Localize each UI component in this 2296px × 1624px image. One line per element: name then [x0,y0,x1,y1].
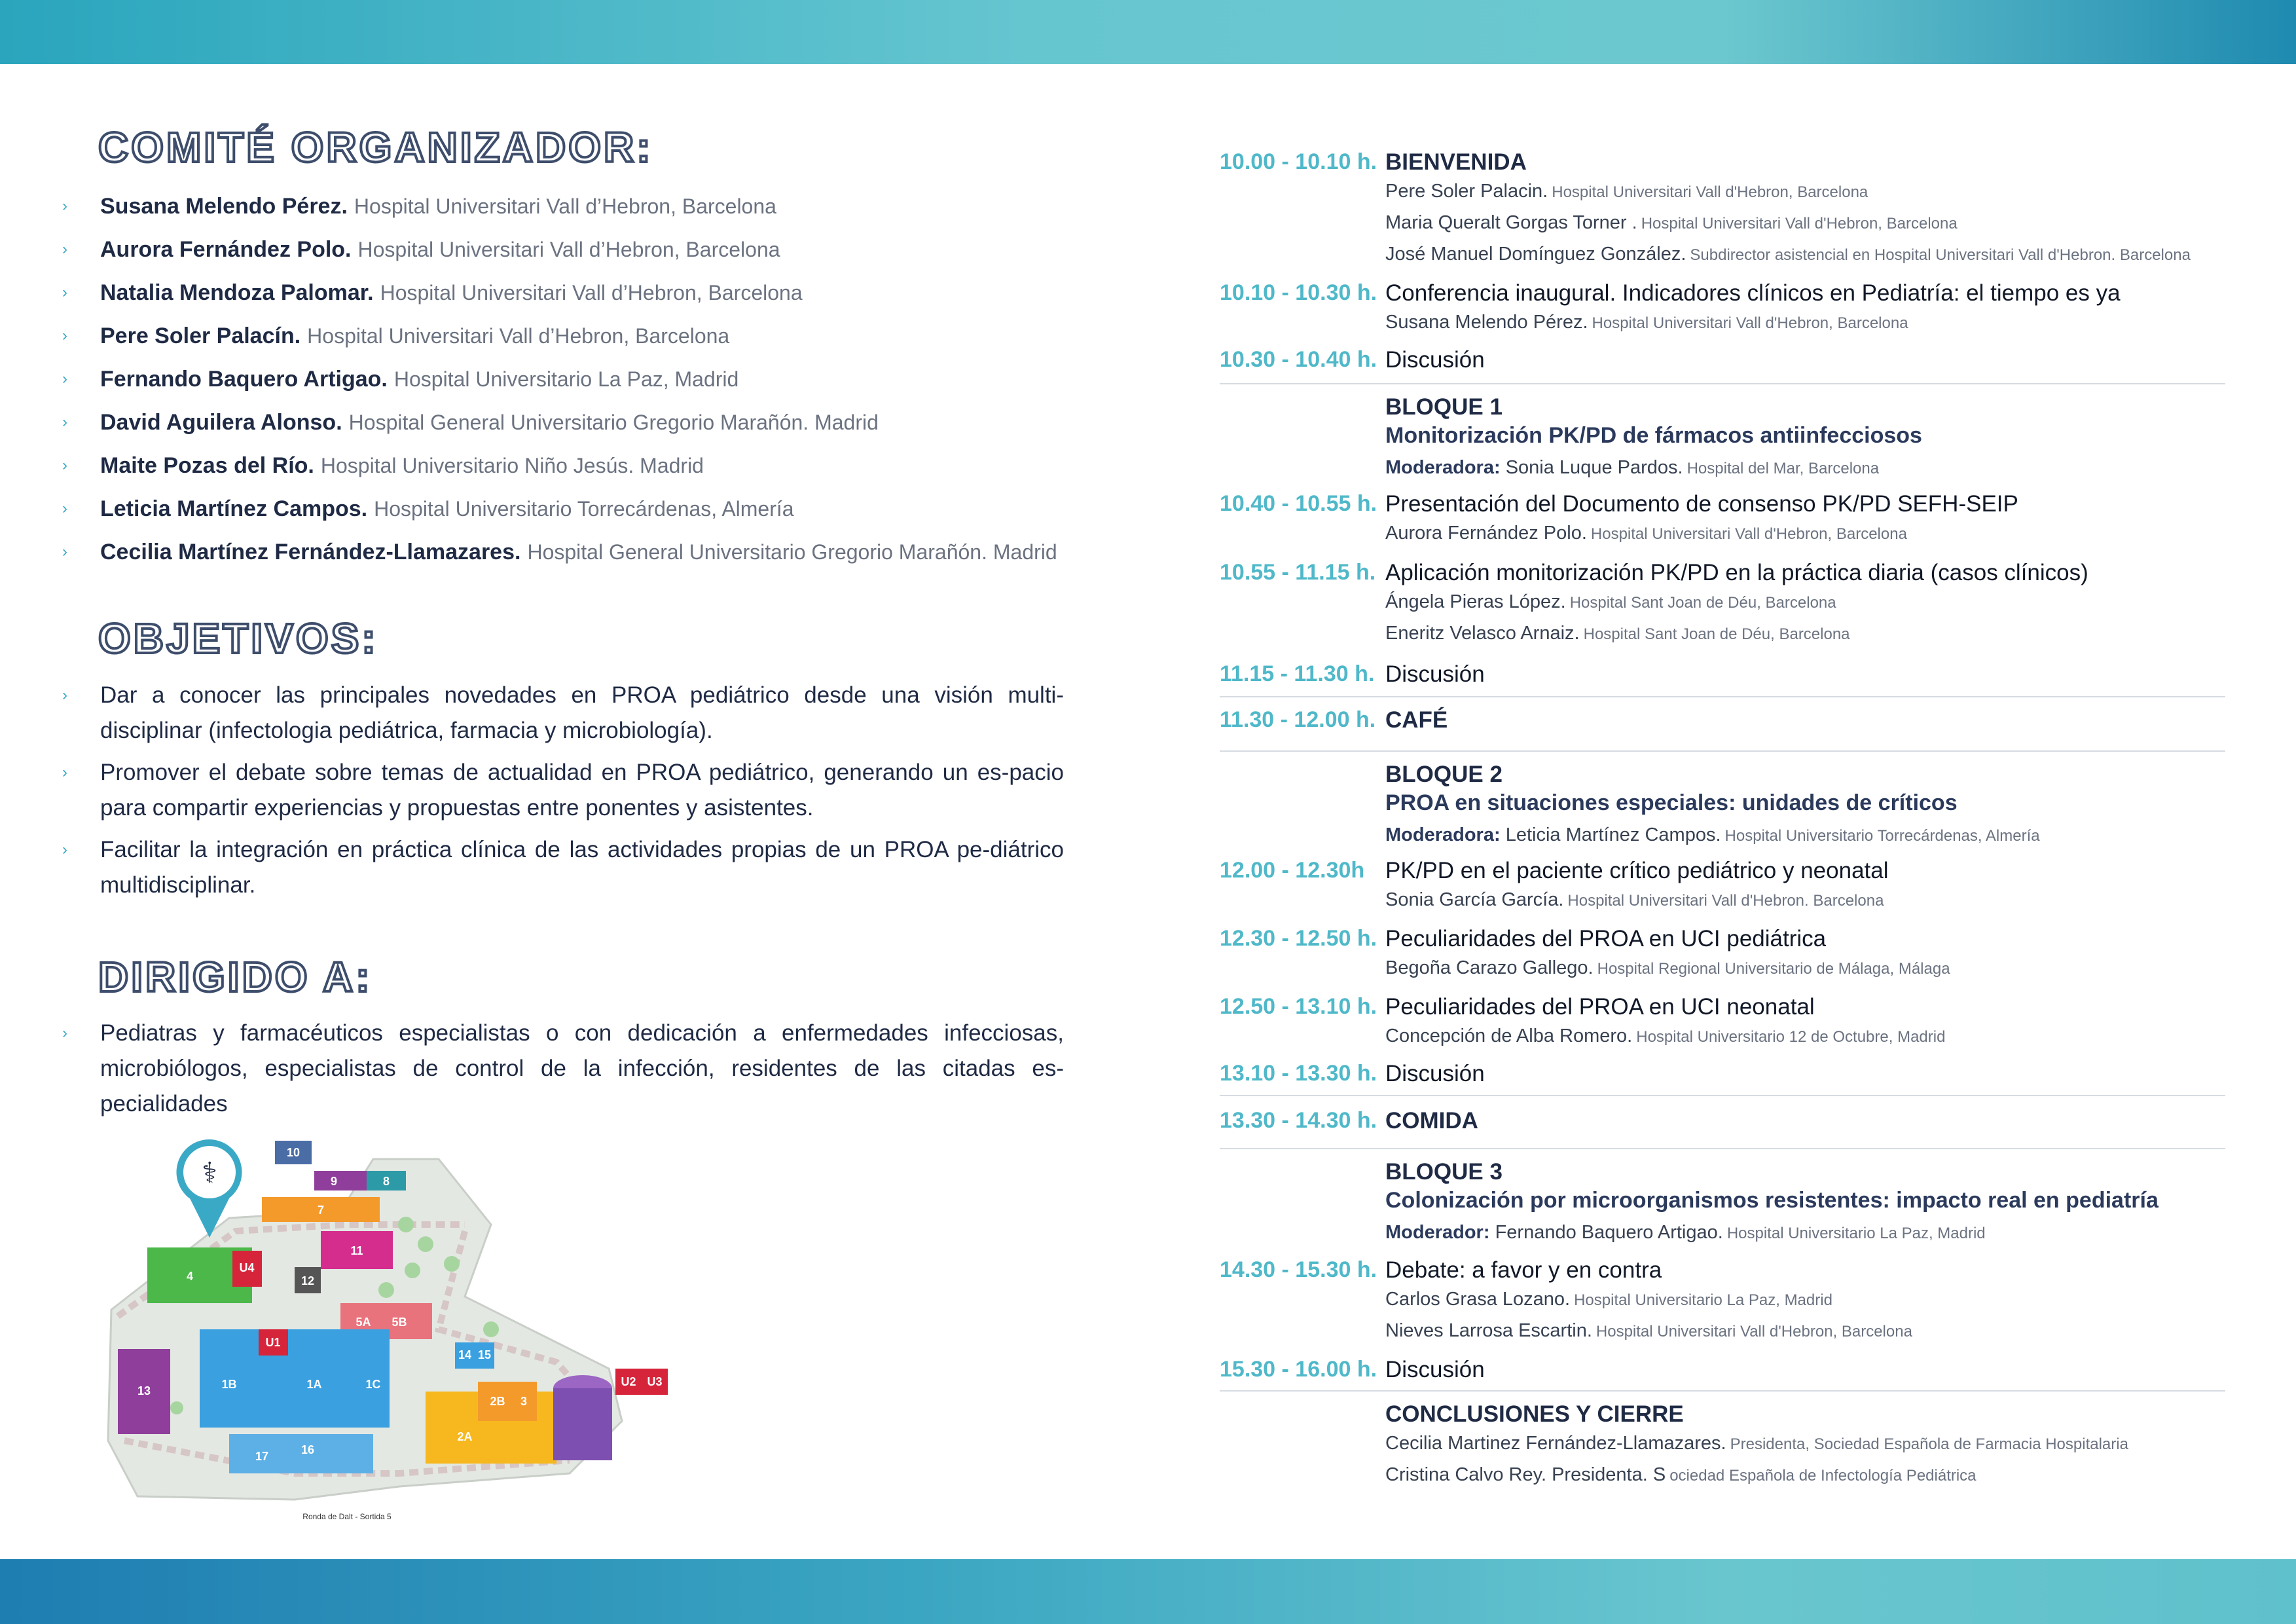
committee-heading: COMITÉ ORGANIZADOR: [98,124,653,171]
slot-time: 10.00 - 10.10 h. [1220,149,1377,174]
objectives-list [62,678,1064,910]
member-affiliation: Hospital General Universitario Gregorio Marañón. Madrid [527,540,1057,564]
speaker-name: Cristina Calvo Rey. Presidenta. S [1385,1464,1666,1485]
speaker-line [1385,1222,1986,1244]
bullet-arrow-icon: › [62,197,67,215]
slot-title: PK/PD en el paciente crítico pediátrico y neonatal [1385,858,1889,883]
speaker-name: Cecilia Martinez Fernández-Llamazares. [1385,1433,1726,1454]
map-label: 1A [306,1378,322,1391]
map-label: 14 [458,1348,472,1361]
map-label: 5B [392,1316,407,1329]
speaker-name: Aurora Fernández Polo. [1385,523,1587,544]
speaker-affiliation: Hospital Universitario La Paz, Madrid [1574,1291,1832,1309]
hospital-campus-map [98,1133,701,1526]
bullet-arrow-icon: › [62,456,67,474]
speaker-name: Carlos Grasa Lozano. [1385,1289,1571,1310]
speaker-affiliation: Hospital Universitari Vall d'Hebron, Barcelona [1641,215,1958,232]
map-label: U4 [239,1261,255,1274]
map-label: 5A [355,1316,371,1329]
slot-title: BLOQUE 3 [1385,1159,1503,1185]
agenda-divider [1220,750,2225,752]
speaker-name: Susana Melendo Pérez. [1385,312,1588,333]
slot-time: 10.40 - 10.55 h. [1220,491,1377,516]
speaker-affiliation: Hospital del Mar, Barcelona [1686,460,1880,477]
map-label: 8 [382,1175,390,1188]
stethoscope-icon: ⚕ [202,1156,217,1190]
speaker-name: Begoña Carazo Gallego. [1385,957,1594,978]
committee-member [62,487,1110,530]
slot-time: 10.10 - 10.30 h. [1220,280,1377,305]
committee-member [62,401,1110,444]
speaker-affiliation: Hospital Universitario Torrecárdenas, Almería [1724,827,2040,845]
block-subtitle: Colonización por microorganismos resistentes: impacto real en pediatría [1385,1188,2159,1213]
building-2B-3 [478,1382,537,1421]
agenda-divider [1220,1390,2225,1392]
bullet-arrow-icon: › [62,543,67,561]
speaker-role: Moderadora: [1385,824,1501,845]
speaker-line [1385,957,1950,979]
bullet-arrow-icon: › [62,284,67,301]
member-name: Natalia Mendoza Palomar. [100,280,374,305]
slot-title: Discusión [1385,661,1485,687]
member-name: Maite Pozas del Río. [100,452,314,478]
speaker-affiliation: Hospital Universitario La Paz, Madrid [1726,1225,1986,1242]
block-subtitle: PROA en situaciones especiales: unidades de críticos [1385,790,1958,815]
speaker-line [1385,312,1908,333]
speaker-line [1385,181,1868,202]
map-label: U3 [647,1375,663,1388]
slot-time: 10.30 - 10.40 h. [1220,347,1377,372]
speaker-affiliation: Presidenta, Sociedad Española de Farmacia Hospitalaria [1730,1435,2128,1453]
slot-time: 12.50 - 13.10 h. [1220,994,1377,1019]
top-band [0,0,2296,64]
member-name: Aurora Fernández Polo. [100,236,352,262]
slot-time: 11.15 - 11.30 h. [1220,661,1375,686]
speaker-affiliation: Hospital Universitario 12 de Octubre, Madrid [1636,1028,1946,1046]
map-label: 2A [457,1430,473,1443]
slot-time: 13.10 - 13.30 h. [1220,1061,1377,1086]
map-label: 1C [365,1378,381,1391]
speaker-name: Fernando Baquero Artigao. [1495,1222,1723,1243]
map-label: 3 [520,1395,528,1408]
slot-title: Discusión [1385,1357,1485,1382]
speaker-role: Moderador: [1385,1222,1490,1243]
audience-item [62,1016,1064,1122]
agenda-divider [1220,1095,2225,1096]
agenda-divider [1220,383,2225,384]
member-affiliation: Hospital Universitari Vall d’Hebron, Barcelona [380,280,803,304]
speaker-line [1385,1289,1832,1310]
slot-time: 13.30 - 14.30 h. [1220,1108,1377,1133]
member-affiliation: Hospital Universitari Vall d’Hebron, Barcelona [357,237,780,261]
bullet-arrow-icon: › [62,370,67,388]
speaker-name: Concepción de Alba Romero. [1385,1025,1633,1046]
speaker-name: José Manuel Domínguez González. [1385,244,1686,265]
speaker-line [1385,212,1958,234]
bullet-arrow-icon: › [62,764,67,781]
member-name: Susana Melendo Pérez. [100,193,348,219]
map-street-label: Ronda de Dalt - Sortida 5 [302,1512,392,1521]
speaker-affiliation: Hospital Universitari Vall d'Hebron, Barcelona [1595,1323,1912,1340]
committee-member [62,444,1110,487]
map-label: 13 [137,1384,151,1397]
map-label: U1 [265,1336,281,1349]
committee-member [62,358,1110,401]
speaker-line [1385,1320,1912,1342]
map-label: U2 [621,1375,636,1388]
bottom-band [0,1559,2296,1624]
committee-member [62,271,1110,314]
bullet-arrow-icon: › [62,413,67,431]
member-name: Pere Soler Palacín. [100,323,301,348]
slot-title: BLOQUE 2 [1385,762,1503,787]
objective-text: Facilitar la integración en práctica clínica de las actividades propias de un PROA pe-diátrico multidisciplinar. [100,837,1064,898]
speaker-line [1385,457,1879,479]
slot-title: BLOQUE 1 [1385,394,1503,420]
slot-title: Peculiaridades del PROA en UCI neonatal [1385,994,1815,1020]
speaker-line [1385,1464,1977,1486]
speaker-affiliation: Hospital Sant Joan de Déu, Barcelona [1583,625,1850,643]
committee-list [62,185,1110,574]
map-label: 12 [301,1274,315,1287]
slot-time: 12.30 - 12.50 h. [1220,926,1377,951]
bullet-arrow-icon: › [62,327,67,344]
map-label: 11 [350,1244,363,1257]
slot-title: Conferencia inaugural. Indicadores clínicos en Pediatría: el tiempo es ya [1385,280,2121,306]
speaker-name: Leticia Martínez Campos. [1505,824,1721,845]
map-label: 2B [490,1395,505,1408]
member-name: Cecilia Martínez Fernández-Llamazares. [100,539,521,564]
speaker-affiliation: Hospital Universitari Vall d'Hebron, Barcelona [1590,525,1907,543]
slot-title: Aplicación monitorización PK/PD en la práctica diaria (casos clínicos) [1385,560,2088,585]
map-label: 9 [330,1175,338,1188]
slot-title: COMIDA [1385,1108,1478,1134]
speaker-affiliation: Hospital Universitari Vall d'Hebron, Barcelona [1552,183,1868,201]
speaker-name: Maria Queralt Gorgas Torner . [1385,212,1637,233]
objective-item [62,755,1064,826]
speaker-line [1385,623,1850,644]
bullet-arrow-icon: › [62,841,67,858]
committee-member [62,228,1110,271]
objective-text: Dar a conocer las principales novedades en PROA pediátrico desde una visión multi-disciplinar (infectologia pediátrica, farmacia y microbiología). [100,682,1064,743]
member-affiliation: Hospital Universitario Niño Jesús. Madrid [320,453,704,477]
bullet-arrow-icon: › [62,1024,67,1042]
speaker-line [1385,1433,2128,1454]
bullet-arrow-icon: › [62,686,67,704]
member-name: Fernando Baquero Artigao. [100,366,388,392]
speaker-line [1385,523,1907,544]
map-label: 4 [186,1270,194,1283]
committee-member [62,530,1110,574]
audience-text: Pediatras y farmacéuticos especialistas o con dedicación a enfermedades infecciosas, microbiólogos, especialistas de control de la infección, residentes de las citadas es-pecialidades [100,1020,1064,1116]
bullet-arrow-icon: › [62,500,67,517]
speaker-affiliation: Subdirector asistencial en Hospital Universitari Vall d'Hebron. Barcelona [1690,246,2191,264]
slot-title: CAFÉ [1385,707,1448,733]
slot-title: Peculiaridades del PROA en UCI pediátrica [1385,926,1827,951]
block-subtitle: Monitorización PK/PD de fármacos antiinfecciosos [1385,423,1922,448]
slot-time: 10.55 - 11.15 h. [1220,560,1376,585]
speaker-name: Pere Soler Palacin. [1385,181,1548,202]
audience-heading: DIRIGIDO A: [98,953,373,1001]
member-affiliation: Hospital Universitario Torrecárdenas, Almería [374,496,794,521]
slot-time: 11.30 - 12.00 h. [1220,707,1376,732]
slot-title: BIENVENIDA [1385,149,1527,175]
speaker-line [1385,591,1836,613]
member-affiliation: Hospital Universitario La Paz, Madrid [393,367,739,391]
slot-title: Debate: a favor y en contra [1385,1257,1662,1283]
speaker-affiliation: Hospital Regional Universitario de Málaga, Málaga [1597,960,1950,978]
slot-title: Presentación del Documento de consenso PK/PD SEFH-SEIP [1385,491,2018,517]
slot-title: Discusión [1385,1061,1485,1086]
audience-list [62,1016,1064,1122]
speaker-name: Sonia Luque Pardos. [1505,457,1683,478]
slot-title: Discusión [1385,347,1485,373]
speaker-line [1385,824,2040,846]
slot-time: 12.00 - 12.30h [1220,858,1365,883]
agenda-divider [1220,696,2225,697]
map-label: 16 [301,1443,315,1456]
committee-member [62,314,1110,358]
speaker-line [1385,244,2191,265]
speaker-line [1385,889,1884,911]
member-name: Leticia Martínez Campos. [100,496,368,521]
speaker-affiliation: ociedad Española de Infectología Pediátrica [1669,1467,1977,1485]
agenda-divider [1220,1148,2225,1149]
slot-time: 14.30 - 15.30 h. [1220,1257,1377,1282]
member-affiliation: Hospital General Universitario Gregorio Marañón. Madrid [348,410,879,434]
map-label: 10 [286,1146,301,1159]
member-affiliation: Hospital Universitari Vall d’Hebron, Barcelona [354,194,776,218]
speaker-name: Ángela Pieras López. [1385,591,1566,612]
map-label: 17 [255,1450,269,1463]
bullet-arrow-icon: › [62,240,67,258]
objective-text: Promover el debate sobre temas de actualidad en PROA pediátrico, generando un es-pacio para compartir experiencias y propuestas entre ponentes y asistentes. [100,760,1064,821]
objectives-heading: OBJETIVOS: [98,615,378,662]
member-name: David Aguilera Alonso. [100,409,342,435]
speaker-line [1385,1025,1945,1047]
speaker-name: Eneritz Velasco Arnaiz. [1385,623,1580,644]
speaker-affiliation: Hospital Sant Joan de Déu, Barcelona [1569,594,1836,612]
objective-item [62,832,1064,903]
speaker-affiliation: Hospital Universitari Vall d'Hebron, Barcelona [1592,314,1908,332]
slot-time: 15.30 - 16.00 h. [1220,1357,1377,1382]
committee-member [62,185,1110,228]
slot-title: CONCLUSIONES Y CIERRE [1385,1401,1684,1427]
map-label: 15 [477,1348,492,1361]
tower-3-body [553,1388,612,1460]
speaker-name: Sonia García García. [1385,889,1564,910]
speaker-role: Moderadora: [1385,457,1501,478]
objective-item [62,678,1064,748]
member-affiliation: Hospital Universitari Vall d’Hebron, Barcelona [307,323,730,348]
speaker-affiliation: Hospital Universitari Vall d'Hebron. Barcelona [1567,892,1884,910]
map-label: 7 [317,1204,325,1217]
speaker-name: Nieves Larrosa Escartin. [1385,1320,1592,1341]
map-label: 1B [221,1378,237,1391]
